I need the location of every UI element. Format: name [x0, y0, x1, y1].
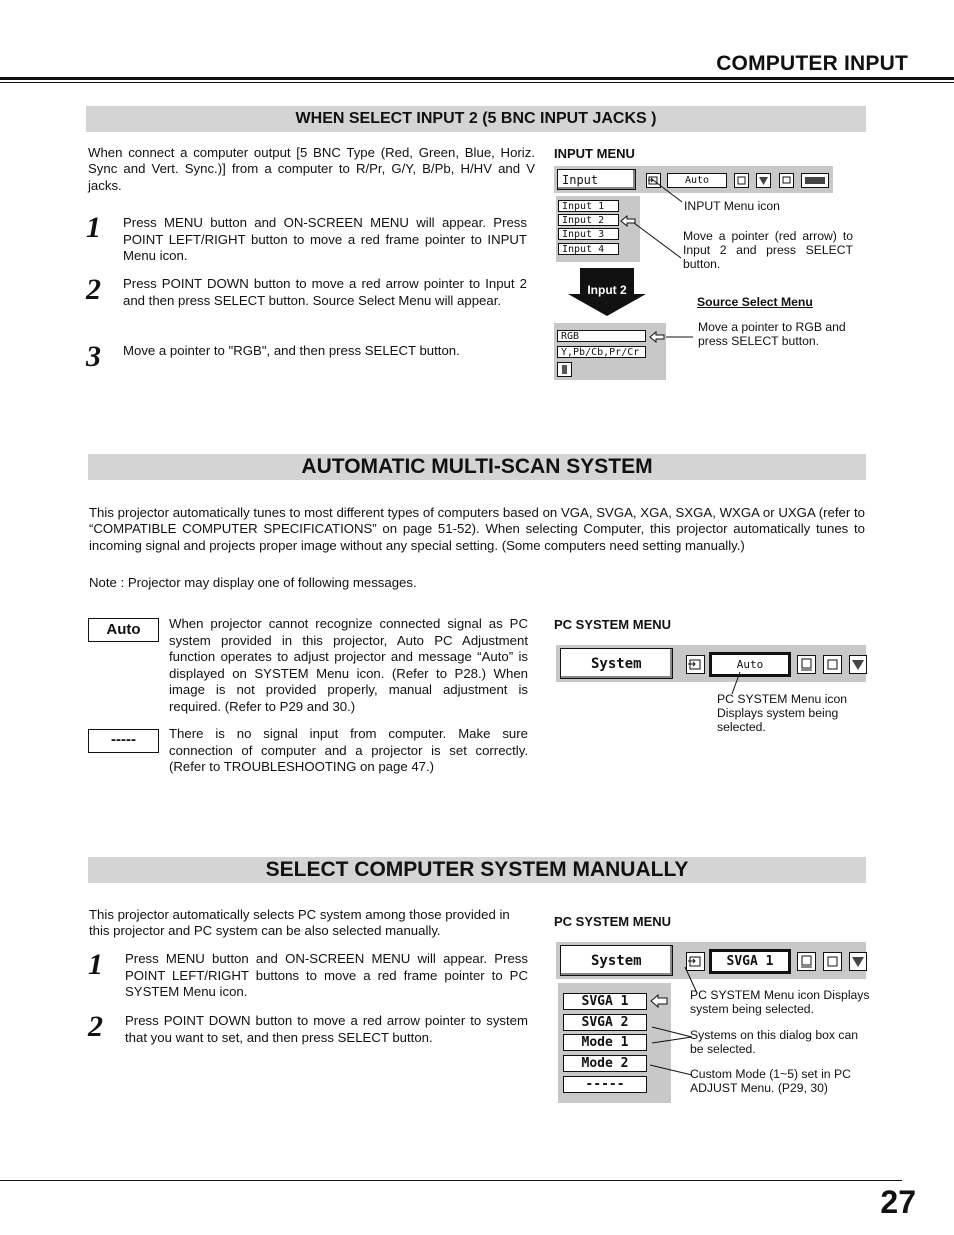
auto-message-box: Auto: [88, 618, 159, 642]
figure-caption: PC SYSTEM MENU: [554, 914, 672, 929]
return-icon[interactable]: [557, 362, 572, 377]
no-signal-message-text: There is no signal input from computer. Make sure connection of computer and a projector is set correctly. (Refer to TROUBLESHOOTING on page 47.): [169, 726, 528, 774]
source-select-menu-title: Source Select Menu: [697, 295, 813, 309]
page-number: 27: [880, 1184, 916, 1220]
step-text: Move a pointer to "RGB", and then press SELECT button.: [123, 343, 460, 358]
step-number: 1: [86, 211, 101, 244]
section-band-multiscan: AUTOMATIC MULTI-SCAN SYSTEM: [88, 454, 866, 480]
section3-intro: This projector automatically selects PC system among those provided in this projector and PC system can be also selected manually.: [89, 907, 510, 939]
footer-rule: [0, 1180, 902, 1181]
arrow-label: Input 2: [587, 283, 627, 297]
source-item[interactable]: Y,Pb/Cb,Pr/Cr: [557, 346, 646, 358]
step-text: Press MENU button and ON-SCREEN MENU will appear. Press POINT LEFT/RIGHT button to move a red frame pointer to INPUT Menu icon.: [123, 215, 527, 263]
system-list-item[interactable]: SVGA 1: [563, 993, 647, 1010]
input-list-item[interactable]: Input 4: [558, 243, 619, 255]
shield-icon[interactable]: [849, 655, 867, 674]
shield-icon[interactable]: [849, 952, 867, 971]
header-rule: [0, 77, 954, 80]
note-pc-system-icon: PC SYSTEM Menu icon Displays system being selected.: [690, 988, 870, 1016]
system-selected-value[interactable]: SVGA 1: [711, 951, 789, 972]
system-list-item[interactable]: Mode 2: [563, 1055, 647, 1072]
section2-note: Note : Projector may display one of following messages.: [89, 575, 417, 590]
system-list-item[interactable]: -----: [563, 1076, 647, 1093]
no-signal-message-box: -----: [88, 729, 159, 753]
step-number: 2: [88, 1010, 103, 1043]
step-text: Press MENU button and ON-SCREEN MENU will appear. Press POINT LEFT/RIGHT buttons to move a red frame pointer to PC SYSTEM Menu icon.: [125, 951, 528, 999]
section1-intro: When connect a computer output [5 BNC Type (Red, Green, Blue, Horiz. Sync and Vert. Sync.)] from a computer to R/Pr, G/Y, B/Pb, H/HV and V jacks.: [88, 145, 535, 193]
input-menu-icon[interactable]: [686, 655, 705, 674]
note-custom-mode: Custom Mode (1~5) set in PC ADJUST Menu. (P29, 30): [690, 1067, 851, 1095]
figure-caption: PC SYSTEM MENU: [554, 617, 672, 632]
section2-paragraph: This projector automatically tunes to most different types of computers based on VGA, SVGA, XGA, SXGA, WXGA or UXGA (refer to “COMPATIBLE COMPUTER SPECIFICATIONS” on page 51-52). When selecting Computer, this projector automatically tunes to incoming signal and projects proper image without any special setting. (Some computers need setting manually.): [89, 505, 865, 553]
note-systems-selectable: Systems on this dialog box can be selected.: [690, 1028, 859, 1056]
header-rule-thin: [0, 82, 954, 83]
square-icon[interactable]: [823, 655, 842, 674]
step-text: Press POINT DOWN button to move a red arrow pointer to Input 2 and then press SELECT button. Source Select Menu will appear.: [123, 276, 527, 308]
square-icon[interactable]: [823, 952, 842, 971]
page-header-title: COMPUTER INPUT: [716, 52, 908, 75]
step-number: 3: [86, 340, 101, 373]
system-menu-label[interactable]: System: [560, 648, 673, 679]
note-rgb: Move a pointer to RGB and press SELECT button.: [698, 320, 846, 348]
system-selected-value[interactable]: Auto: [711, 654, 789, 675]
step-text: Press POINT DOWN button to move a red arrow pointer to system that you want to set, and then press SELECT button.: [125, 1013, 528, 1045]
input-list-item[interactable]: Input 3: [558, 228, 619, 240]
system-menu-label[interactable]: System: [560, 945, 673, 976]
section-band-input2: WHEN SELECT INPUT 2 (5 BNC INPUT JACKS ): [86, 106, 866, 132]
input-list-item[interactable]: Input 1: [558, 200, 619, 212]
input-menu-label[interactable]: Input: [557, 169, 636, 190]
note-input-menu-icon: INPUT Menu icon: [684, 199, 780, 213]
step-number: 1: [88, 948, 103, 981]
section-band-manual: SELECT COMPUTER SYSTEM MANUALLY: [88, 857, 866, 883]
source-item[interactable]: RGB: [557, 330, 646, 342]
image-adjust-icon[interactable]: [797, 952, 816, 971]
auto-message-text: When projector cannot recognize connected signal as PC system provided in this projector, Auto PC Adjustment function operates to adjust projector and message “Auto” is displayed on SYSTEM Menu icon. (Refer to P28.) When image is not provided properly, manual adjustment is required. (Refer to P29 and 30.): [169, 616, 528, 714]
step-number: 2: [86, 273, 101, 306]
image-adjust-icon[interactable]: [797, 655, 816, 674]
system-list-item[interactable]: SVGA 2: [563, 1014, 647, 1031]
system-list-item[interactable]: Mode 1: [563, 1034, 647, 1051]
note-pc-system-icon: PC SYSTEM Menu icon Displays system being selected.: [717, 692, 848, 734]
figure-caption: INPUT MENU: [554, 146, 635, 161]
note-move-pointer: Move a pointer (red arrow) to Input 2 and press SELECT button.: [683, 229, 853, 271]
input-selected-value: Auto: [667, 173, 727, 188]
input-list-item[interactable]: Input 2: [558, 214, 619, 226]
